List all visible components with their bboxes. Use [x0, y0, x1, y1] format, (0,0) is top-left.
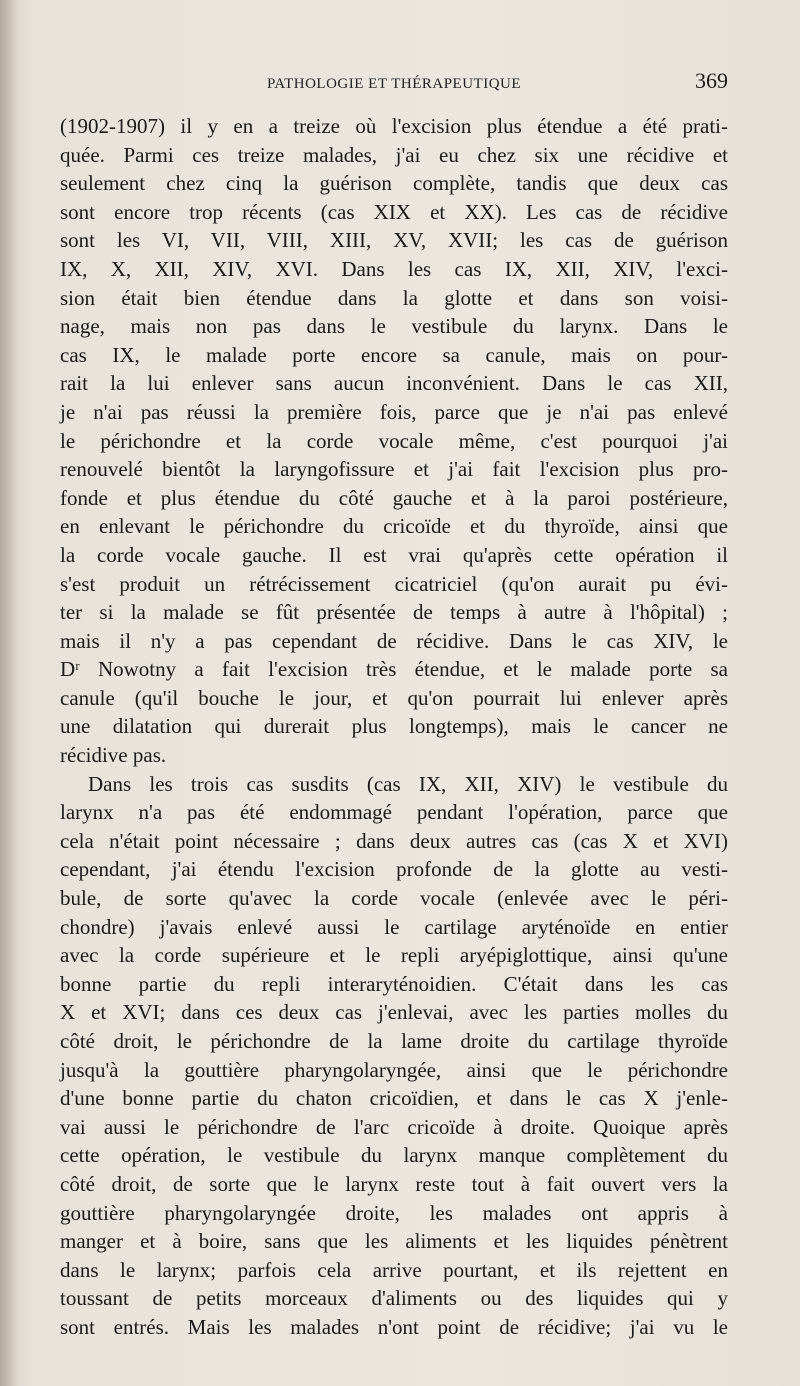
text-line: seulement chez cinq la guérison complète, tandis que deux cas — [60, 171, 728, 196]
page-header — [60, 68, 728, 102]
text-line: côté droit, de sorte que le larynx reste tout à fait ouvert vers la — [60, 1171, 728, 1196]
text-line: cependant, j'ai étendu l'excision profonde de la glotte au vesti- — [60, 857, 728, 882]
text-line: sont les VI, VII, VIII, XIII, XV, XVII; les cas de guérison — [60, 228, 728, 253]
binding-gutter-shadow — [0, 0, 18, 1386]
text-line: cas IX, le malade porte encore sa canule, mais on pour- — [60, 342, 728, 367]
text-line: d'une bonne partie du chaton cricoïdien, et dans le cas X j'enle- — [60, 1086, 728, 1111]
text-line: une dilatation qui durerait plus longtemps), mais le cancer ne — [60, 714, 728, 739]
text-line: quée. Parmi ces treize malades, j'ai eu chez six une récidive et — [60, 142, 728, 167]
text-line: toussant de petits morceaux d'aliments ou des liquides qui y — [60, 1286, 728, 1311]
text-line: canule (qu'il bouche le jour, et qu'on pourrait lui enlever après — [60, 685, 728, 710]
text-line: vai aussi le périchondre de l'arc cricoïde à droite. Quoique après — [60, 1114, 728, 1139]
text-line: bule, de sorte qu'avec la corde vocale (enlevée avec le péri- — [60, 886, 728, 911]
text-line: gouttière pharyngolaryngée droite, les malades ont appris à — [60, 1200, 728, 1225]
text-line: ter si la malade se fût présentée de temps à autre à l'hôpital) ; — [60, 600, 728, 625]
text-line: en enlevant le périchondre du cricoïde et du thyroïde, ainsi que — [60, 514, 728, 539]
text-line: sont entrés. Mais les malades n'ont point de récidive; j'ai vu le — [60, 1314, 728, 1339]
text-line: IX, X, XII, XIV, XVI. Dans les cas IX, XII, XIV, l'exci- — [60, 256, 728, 281]
text-line: cela n'était point nécessaire ; dans deux autres cas (cas X et XVI) — [60, 828, 728, 853]
text-line: s'est produit un rétrécissement cicatriciel (qu'on aurait pu évi- — [60, 571, 728, 596]
text-line: je n'ai pas réussi la première fois, parce que je n'ai pas enlevé — [60, 399, 728, 424]
paragraph-end-line: récidive pas. — [60, 743, 167, 768]
text-line: (1902-1907) il y en a treize où l'excision plus étendue a été prati- — [60, 114, 728, 138]
text-line: côté droit, le périchondre de la lame droite du cartilage thyroïde — [60, 1029, 728, 1053]
text-line: sont encore trop récents (cas XIX et XX). Les cas de récidive — [60, 199, 728, 224]
text-line: nage, mais non pas dans le vestibule du larynx. Dans le — [60, 314, 728, 339]
text-line: sion était bien étendue dans la glotte et dans son voisi- — [60, 285, 728, 310]
text-line: Dʳ Nowotny a fait l'excision très étendue, et le malade porte sa — [60, 657, 728, 682]
text-line: manger et à boire, sans que les aliments et les liquides pénètrent — [60, 1229, 728, 1254]
text-line: rait la lui enlever sans aucun inconvénient. Dans le cas XII, — [60, 371, 728, 396]
text-line: mais il n'y a pas cependant de récidive. Dans le cas XIV, le — [60, 628, 728, 653]
text-line: avec la corde supérieure et le repli aryépiglottique, ainsi qu'une — [60, 943, 728, 968]
text-line: X et XVI; dans ces deux cas j'enlevai, avec les parties molles du — [60, 1000, 728, 1025]
running-title: PATHOLOGIE ET THÉRAPEUTIQUE — [266, 76, 522, 92]
text-line: renouvelé bientôt la laryngofissure et j'ai fait l'excision plus pro- — [60, 457, 728, 482]
text-line: fonde et plus étendue du côté gauche et à la paroi postérieure, — [60, 485, 728, 510]
text-line: jusqu'à la gouttière pharyngolaryngée, ainsi que le périchondre — [60, 1057, 728, 1082]
text-line: larynx n'a pas été endommagé pendant l'opération, parce que — [60, 800, 728, 825]
page-number: 369 — [695, 68, 728, 93]
text-line: la corde vocale gauche. Il est vrai qu'après cette opération il — [60, 542, 728, 567]
body-text — [60, 112, 728, 1342]
text-line: chondre) j'avais enlevé aussi le cartilage aryténoïde en entier — [60, 914, 728, 939]
text-line: le périchondre et la corde vocale même, c'est pourquoi j'ai — [60, 428, 728, 453]
paragraph-start-line: Dans les trois cas susdits (cas IX, XII, XIV) le vestibule du — [88, 771, 728, 796]
text-line: bonne partie du repli interaryténoidien. C'était dans les cas — [60, 971, 728, 996]
text-line: dans le larynx; parfois cela arrive pourtant, et ils rejettent en — [60, 1257, 728, 1282]
text-line: cette opération, le vestibule du larynx manque complètement du — [60, 1143, 728, 1168]
